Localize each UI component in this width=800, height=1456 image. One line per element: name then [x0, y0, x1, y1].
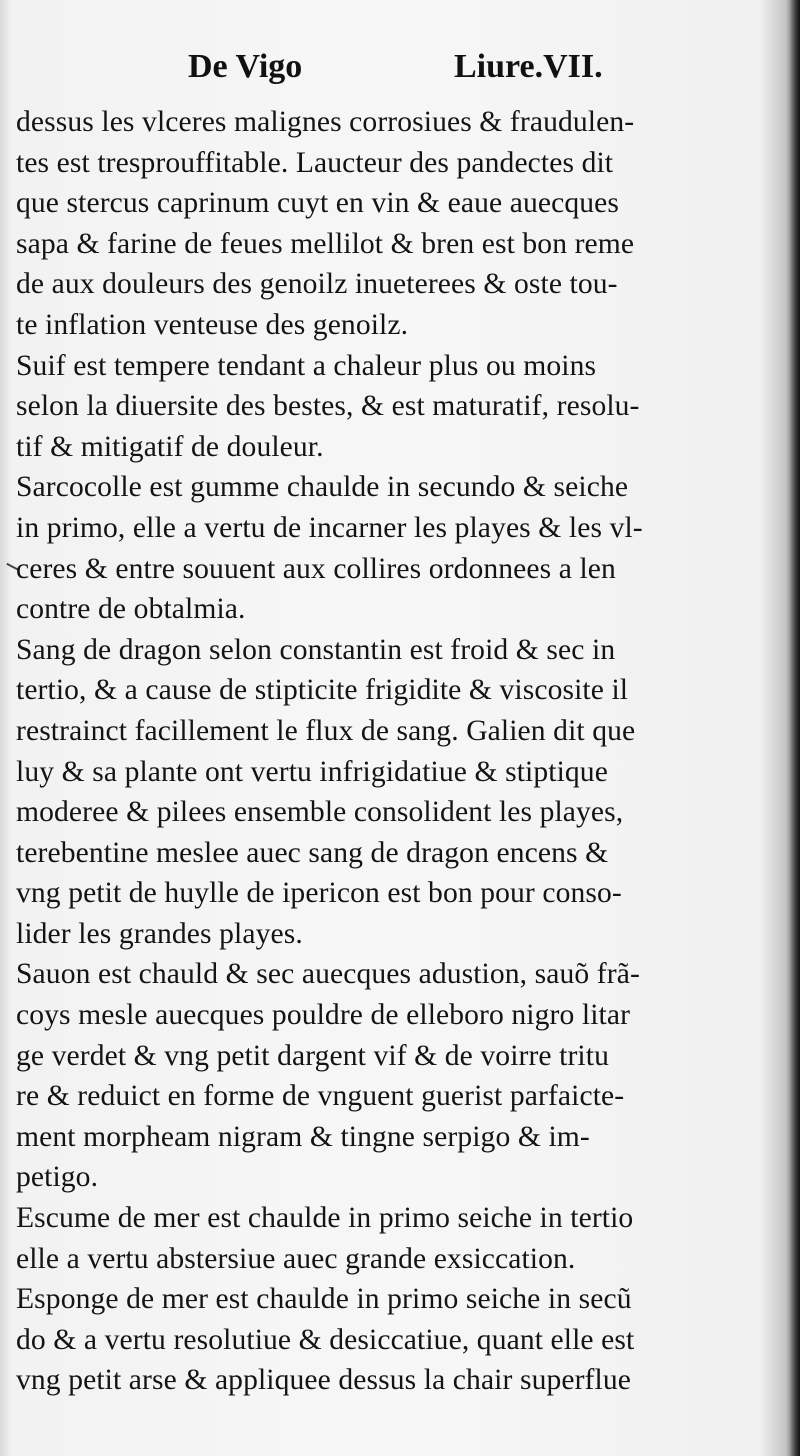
text-line: contre de obtalmia.	[16, 593, 246, 626]
text-line: Sang de dragon selon constantin est froid & sec in	[16, 633, 616, 666]
text-line: que stercus caprinum cuyt en vin & eaue auecques	[16, 187, 620, 220]
header-book-number: Liure.VII.	[454, 48, 603, 85]
text-line: de aux douleurs des genoilz inueterees & oste tou-	[16, 268, 618, 301]
text-line: restrainct facillement le flux de sang. Galien dit que	[16, 714, 636, 747]
text-line: te inflation venteuse des genoilz.	[16, 308, 409, 341]
text-line: moderee & pilees ensemble consolident les playes,	[16, 796, 624, 829]
text-line: Sauon est chauld & sec auecques adustion, sauõ frã-	[16, 958, 640, 991]
text-line: Sarcocolle est gumme chaulde in secundo & seiche	[16, 471, 629, 504]
text-line: in primo, elle a vertu de incarner les playes & les vl-	[16, 511, 643, 544]
text-line: terebentine meslee auec sang de dragon encens &	[16, 836, 609, 869]
text-line: tertio, & a cause de stipticite frigidite & viscosite il	[16, 674, 629, 707]
text-line: coys mesle auecques pouldre de elleboro nigro litar	[16, 999, 631, 1032]
text-line: dessus les vlceres malignes corrosiues & fraudulen-	[16, 106, 635, 138]
text-line: luy & sa plante ont vertu infrigidatiue & stiptique	[16, 755, 608, 788]
text-line: Suif est tempere tendant a chaleur plus ou moins	[16, 349, 597, 382]
text-line: vng petit arse & appliquee dessus la chair superflue	[16, 1364, 631, 1397]
page-gutter-shadow	[786, 0, 800, 1456]
text-line: selon la diuersite des bestes, & est maturatif, resolu-	[16, 390, 640, 423]
text-line: ge verdet & vng petit dargent vif & de voirre tritu	[16, 1039, 609, 1072]
body-text	[16, 102, 746, 1401]
header-title: De Vigo	[188, 48, 303, 85]
text-line: tif & mitigatif de douleur.	[16, 430, 324, 463]
text-line: tes est tresprouffitable. Laucteur des pandectes dit	[16, 146, 614, 179]
running-header	[150, 48, 630, 94]
text-line: elle a vertu abstersiue auec grande exsiccation.	[16, 1242, 576, 1275]
text-line: re & reduict en forme de vnguent guerist parfaicte-	[16, 1080, 625, 1113]
text-line: ment morpheam nigram & tingne serpigo & im-	[16, 1120, 590, 1153]
text-line: vng petit de huylle de ipericon est bon pour conso-	[16, 877, 622, 910]
text-line: petigo.	[16, 1161, 99, 1194]
text-line: ceres & entre souuent aux collires ordonnees a len	[16, 552, 616, 585]
text-line: sapa & farine de feues mellilot & bren est bon reme	[16, 227, 635, 260]
text-line: Escume de mer est chaulde in primo seiche in tertio	[16, 1202, 634, 1235]
text-line: lider les grandes playes.	[16, 917, 303, 950]
text-line: do & a vertu resolutiue & desiccatiue, quant elle est	[16, 1323, 635, 1356]
text-line: Esponge de mer est chaulde in primo seiche in secũ	[16, 1283, 632, 1316]
